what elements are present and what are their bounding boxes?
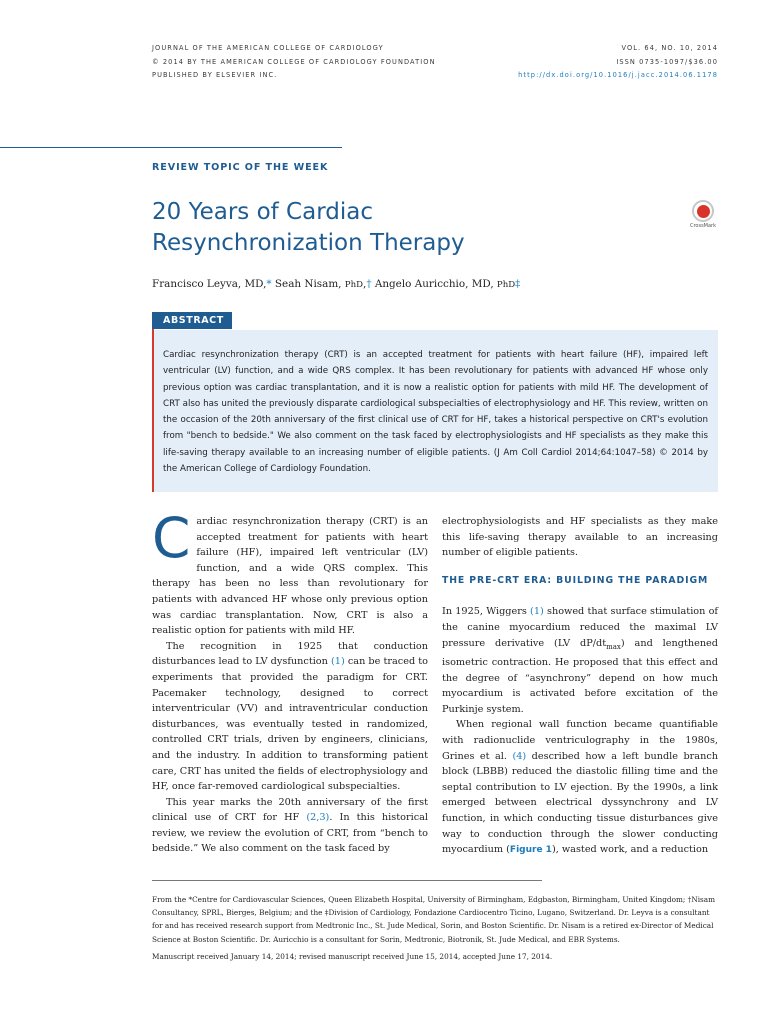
crossmark-badge[interactable]	[688, 200, 718, 229]
crossmark-icon	[692, 200, 714, 222]
paragraph-5-text-c: ) and lengthened isometric contraction. He proposed that this effect and the degree of “asynchrony” depend on how much myocardium is activated before excitation of the Purkinje system.	[442, 637, 718, 715]
body-paragraph-4: electrophysiologists and HF specialists as they make this life-saving therapy available to an increasing number of eligible patients.	[442, 516, 718, 559]
footnote-block	[152, 893, 718, 963]
paragraph-5-text-a: In 1925, Wiggers	[442, 606, 531, 618]
manuscript-dates: Manuscript received January 14, 2014; revised manuscript received June 15, 2014, accepted June 17, 2014.	[152, 951, 553, 961]
section-heading: THE PRE-CRT ERA: BUILDING THE PARADIGM	[442, 574, 709, 586]
author-leyva: Francisco Leyva, MD,	[152, 278, 267, 290]
author-nisam: Seah Nisam,	[271, 278, 345, 290]
paragraph-6-text-b: described how a left bundle branch block (LBBB) reduced the diastolic filling time and the septal contribution to LV ejection. By the 1990s, a link emerged between electrical dyssynchrony and LV function, in which conducting tissue disturbances give way to conduction through the slower conducting myocardium (	[442, 750, 718, 856]
abstract-text: Cardiac resynchronization therapy (CRT) is an accepted treatment for patients with heart failure (HF), impaired left ventricular (LV) function, and a wide QRS complex. It has been revolutionary for patients with advanced HF whose only previous option was cardiac transplantation, and it is now a realistic option for patients with mild HF. The development of CRT also has united the previously disparate cardiological subspecialties of electrophysiology and HF. This review, written on the occasion of the 20th anniversary of the first clinical use of CRT for HF, takes a historical perspective on CRT's evolution from "bench to bedside." We also comment on the task faced by electrophysiologists and HF specialists as they make this life-saving therapy available to an increasing number of eligible patients. (J Am Coll Cardiol 2014;64:1047–58) © 2014 by the American College of Cardiology Foundation.	[163, 350, 708, 475]
article-title-line-1: 20 Years of Cardiac	[152, 199, 373, 225]
doi-link[interactable]: http://dx.doi.org/10.1016/j.jacc.2014.06.1178	[518, 71, 718, 79]
subscript-max: max	[606, 642, 621, 651]
paragraph-2-text-b: can be traced to experiments that provided the paradigm for CRT. Pacemaker technology, designed to correct interventricular (VV) and intraventricular conduction disturbances, was eventually tested in randomized, controlled CRT trials, driven by engineers, clinicians, and the industry. In addition to transforming patient care, CRT has united the fields of electrophysiology and HF, once far-removed cardiological subspecialties.	[152, 656, 429, 793]
author-auricchio: Angelo Auricchio, MD,	[371, 278, 497, 290]
paragraph-5-text-b: showed that surface stimulation of the canine myocardium reduced the maximal LV pressure derivative (LV dP/dt	[442, 606, 718, 649]
author-mark-3[interactable]: ‡	[515, 278, 521, 290]
citation-1[interactable]: (1)	[331, 656, 345, 668]
drop-cap: C	[152, 506, 191, 570]
review-topic-label: REVIEW TOPIC OF THE WEEK	[152, 162, 329, 173]
header-rule	[0, 147, 342, 148]
body-paragraph-2	[152, 639, 428, 795]
body-column-2	[442, 514, 718, 859]
body-paragraph-6	[442, 717, 718, 858]
intro-paragraph	[152, 506, 428, 639]
copyright-line: © 2014 BY THE AMERICAN COLLEGE OF CARDIOLOGY FOUNDATION	[152, 57, 436, 66]
author-auricchio-degree: PhD	[496, 280, 516, 290]
affiliations-note: From the *Centre for Cardiovascular Sciences, Queen Elizabeth Hospital, University of Birmingham, Edgbaston, Birmingham, United Kingdom; †Nisam Consultancy, SPRL, Bierges, Belgium; and the ‡Division of Cardiology, Fondazione Cardiocentro Ticino, Lugano, Switzerland. Dr. Leyva is a consultant for and has received research support from Medtronic Inc., St. Jude Medical, Sorin, and Boston Scientific. Dr. Nisam is a retired ex-Director of Medical Science at Boston Scientific. Dr. Auricchio is a consultant for Sorin, Medtronic, Biotronik, St. Jude Medical, and EBR Systems.	[152, 895, 716, 944]
article-title	[152, 197, 622, 259]
citation-2-3[interactable]: (2,3)	[306, 812, 330, 824]
intro-text: ardiac resynchronization therapy (CRT) is an accepted treatment for patients with heart failure (HF), impaired left ventricular (LV) function, and a wide QRS complex. This therapy has been no less than revolutionary for patients with advanced HF whose only previous option was cardiac transplantation. Now, CRT is also a realistic option for patients with mild HF.	[152, 516, 428, 637]
crossmark-label: CrossMark	[689, 223, 717, 229]
abstract-label: ABSTRACT	[152, 312, 232, 329]
figure-1-link[interactable]: Figure 1	[509, 845, 552, 856]
article-title-line-2: Resynchronization Therapy	[152, 230, 465, 256]
body-column-1	[152, 506, 429, 857]
footnote-rule	[152, 880, 542, 881]
journal-name: JOURNAL OF THE AMERICAN COLLEGE OF CARDIOLOGY	[152, 44, 384, 52]
author-mark-2[interactable]: †	[366, 278, 372, 290]
paragraph-3-text-a: This year marks the 20th anniversary of the first clinical use of CRT for HF	[152, 796, 428, 824]
author-list: Francisco Leyva, MD,* Seah Nisam, PhD,† Angelo Auricchio, MD, PhD‡	[152, 278, 521, 290]
citation-4[interactable]: (4)	[512, 750, 527, 762]
paragraph-6-text-a: When regional wall function became quantifiable with radionuclide ventriculography in the 1980s, Grines et al.	[442, 719, 718, 762]
publisher-line: PUBLISHED BY ELSEVIER INC.	[152, 71, 278, 79]
journal-header-left	[152, 42, 436, 83]
issn-line: ISSN 0735-1097/$36.00	[616, 57, 718, 66]
body-paragraph-3	[152, 795, 428, 857]
paragraph-6-text-c: ), wasted work, and a reduction	[551, 844, 709, 856]
journal-header-right	[518, 42, 718, 83]
citation-1b[interactable]: (1)	[530, 606, 544, 618]
author-mark-1[interactable]: *	[266, 278, 272, 290]
paragraph-2-text-a: The recognition in 1925 that conduction disturbances lead to LV dysfunction	[152, 640, 428, 668]
volume-line: VOL. 64, NO. 10, 2014	[621, 44, 718, 52]
abstract-accent-bar	[152, 312, 154, 492]
paragraph-3-text-b: . In this historical review, we review the evolution of CRT, from “bench to bedside.” We also comment on the task faced by	[152, 812, 428, 855]
body-paragraph-5	[442, 604, 718, 717]
author-nisam-degree: PhD	[344, 280, 364, 290]
